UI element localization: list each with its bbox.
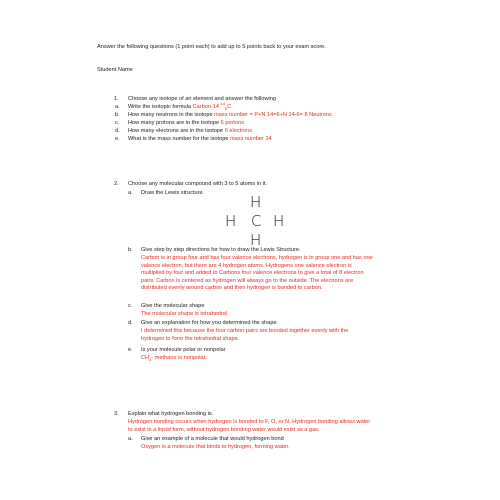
item-question: How many protons are in the isotope <box>128 120 220 126</box>
item-answer: The molecular shape is tetrahedral <box>141 311 228 317</box>
question-number: 2. <box>114 181 119 187</box>
item-letter: c. <box>128 303 133 309</box>
item-letter: d. <box>128 320 133 326</box>
item-answer: Carbon is in group four and has four valence electrons, hydrogen is in group one and has one valence electron, but there are 4 hydrogen atoms. Hydrogens one valence electron is multiplied by four and added to Carbons four valence electrons to give a total of 8 electron pairs. Carbon is centered as hydrogen will always go to the outside. The electrons are distributed evenly around carbon and then hydrogen is bonded to carbon. <box>141 255 373 292</box>
question-prompt: Choose any molecular compound with 3 to 5 atoms in it. <box>128 181 267 187</box>
item-letter: b. <box>128 247 133 253</box>
list-item <box>128 101 232 112</box>
item-letter: e. <box>128 347 133 353</box>
item-letter: c. <box>115 120 120 126</box>
item-answer: $CH_4-$ methane is nonpolar. <box>141 355 207 363</box>
item-answer: mass number 14 <box>230 136 272 142</box>
item-question: What is the mass number for the isotope <box>128 136 229 142</box>
item-letter: a. <box>115 104 120 110</box>
item-question: Is your molecule polar or nonpolar <box>141 347 226 353</box>
question-number: 1. <box>114 96 119 102</box>
item-question: How many electrons are in the isotope <box>128 128 224 134</box>
item-letter: a. <box>128 190 133 196</box>
item-question: Write the isotopic formula <box>128 104 192 110</box>
question-prompt: Choose any isotope of an element and answer the following <box>128 96 277 102</box>
list-item <box>128 128 252 136</box>
hydrogen-atom-bottom: H <box>250 231 262 249</box>
item-answer: 6 electrons <box>224 128 253 134</box>
item-question: Give an explanation for how you determined the shape <box>141 320 277 326</box>
item-answer: 6 protons <box>220 120 244 126</box>
item-answer: mass number = P+N 14=6+N 14-6= 8 Neutrons <box>214 112 332 118</box>
question-answer: Hydrogen bonding occurs when hydrogen is bonded to F, O, or N. Hydrogen bonding allows water to exist in a liquid form, without hydrogen bonding water would exist as a gas. <box>128 419 371 433</box>
carbon-atom-center: C <box>251 212 262 230</box>
item-question: Give the molecular shape <box>141 303 205 309</box>
item-question: Give step by step directions for how to draw the Lewis Structure. <box>141 247 301 253</box>
hydrogen-atom-top: H <box>250 193 262 211</box>
instructions: Answer the following questions (1 point each) to add up to 5 points back to your exam score. <box>97 44 326 50</box>
item-question: Draw the Lewis structure. <box>141 190 205 196</box>
item-letter: e. <box>115 136 120 142</box>
item-question: How many neutrons in the isotope <box>128 112 213 118</box>
hydrogen-atom-left: H <box>225 212 237 230</box>
student-name-label: Student Name <box>97 67 133 73</box>
item-letter: a. <box>128 436 133 442</box>
item-answer: Carbon-14 $^{14}_6$C <box>192 101 232 112</box>
list-item <box>128 136 272 144</box>
hydrogen-atom-right: H <box>273 212 285 230</box>
item-letter: d. <box>115 128 120 134</box>
question-number: 3. <box>114 411 119 417</box>
item-answer: I determined this because the four carbon pairs are bonded together evenly with the hydrogen to form the tetrahedral shape. <box>141 328 349 342</box>
list-item <box>128 112 332 120</box>
question-prompt: Explain what hydrogen bonding is. <box>128 411 214 417</box>
item-answer: Oxygen is a molecule that binds to hydrogen, forming water. <box>141 444 290 450</box>
list-item <box>128 120 244 128</box>
item-letter: b. <box>115 112 120 118</box>
item-question: Give an example of a molecule that would hydrogen bond <box>141 436 284 442</box>
